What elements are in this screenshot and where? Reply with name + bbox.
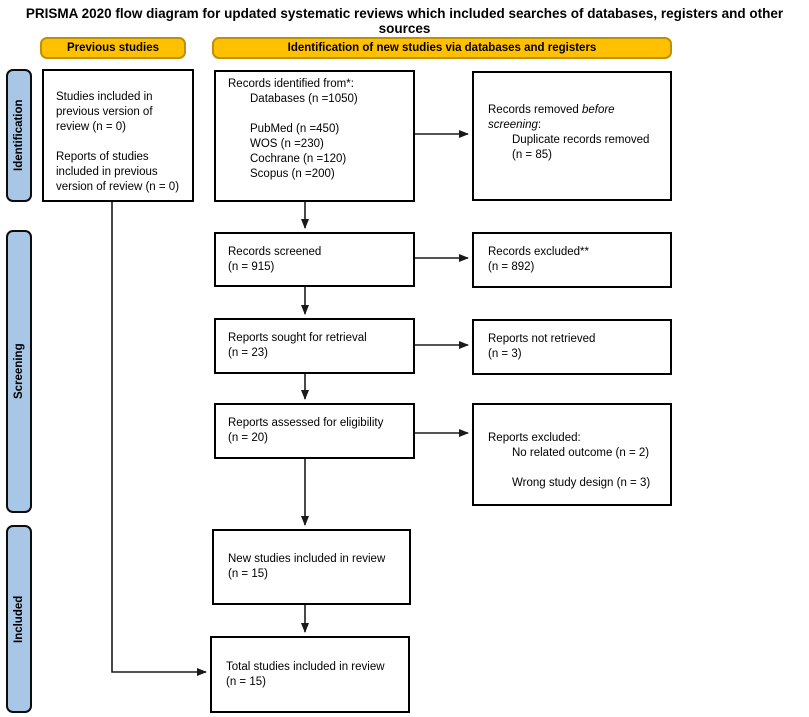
previous-reports-text: Reports of studies included in previous version of review (n = 0) bbox=[56, 150, 180, 193]
header-identification-new-studies: Identification of new studies via databases and registers bbox=[212, 37, 672, 59]
diagram-title: PRISMA 2020 flow diagram for updated systematic reviews which included searches of databases, registers and other sources bbox=[25, 6, 784, 36]
reports-not-retrieved-count: (n = 3) bbox=[488, 348, 522, 360]
box-reports-sought bbox=[214, 318, 415, 374]
box-records-removed bbox=[472, 71, 672, 201]
new-studies-label: New studies included in review bbox=[228, 553, 386, 566]
sidebar-screening: Screening bbox=[6, 230, 32, 513]
total-studies-label: Total studies included in review bbox=[226, 660, 385, 673]
box-records-excluded bbox=[472, 232, 672, 288]
reports-sought-count: (n = 23) bbox=[228, 347, 268, 359]
source-pubmed: PubMed (n =450) bbox=[250, 122, 340, 135]
box-records-identified bbox=[214, 70, 415, 202]
total-studies-count: (n = 15) bbox=[226, 675, 266, 688]
sidebar-included: Included bbox=[6, 525, 32, 713]
reports-excluded-reason-2: Wrong study design (n = 3) bbox=[512, 476, 651, 489]
reports-assessed-count: (n = 20) bbox=[228, 432, 268, 444]
records-excluded-count: (n = 892) bbox=[488, 261, 535, 273]
reports-not-retrieved-label: Reports not retrieved bbox=[488, 333, 596, 346]
new-studies-count: (n = 15) bbox=[228, 568, 268, 580]
box-reports-excluded bbox=[472, 403, 672, 506]
reports-assessed-label: Reports assessed for eligibility bbox=[228, 417, 384, 430]
records-identified-heading: Records identified from*: bbox=[228, 78, 354, 90]
duplicates-removed-text: Duplicate records removed (n = 85) bbox=[512, 133, 650, 161]
databases-total: Databases (n =1050) bbox=[250, 92, 358, 105]
reports-excluded-reason-1: No related outcome (n = 2) bbox=[512, 446, 650, 459]
records-screened-count: (n = 915) bbox=[228, 260, 275, 273]
box-records-screened bbox=[214, 232, 415, 287]
source-cochrane: Cochrane (n =120) bbox=[250, 152, 347, 165]
box-total-studies-included bbox=[210, 636, 410, 713]
records-excluded-label: Records excluded** bbox=[488, 246, 590, 259]
header-previous-studies: Previous studies bbox=[40, 37, 186, 59]
box-previous-version-studies bbox=[42, 69, 194, 202]
sidebar-identification: Identification bbox=[6, 69, 32, 202]
source-scopus: Scopus (n =200) bbox=[250, 167, 335, 180]
box-reports-not-retrieved bbox=[472, 319, 672, 375]
reports-sought-label: Reports sought for retrieval bbox=[228, 332, 367, 345]
reports-excluded-heading: Reports excluded: bbox=[488, 432, 581, 444]
records-screened-label: Records screened bbox=[228, 245, 322, 258]
records-removed-italic: before screening bbox=[488, 104, 615, 131]
previous-studies-text: Studies included in previous version of review (n = 0) bbox=[56, 91, 153, 133]
arrow-previous-to-total bbox=[112, 202, 206, 672]
box-reports-assessed bbox=[214, 403, 415, 459]
records-removed-heading: Records removed before screening: bbox=[488, 104, 615, 131]
box-new-studies-included bbox=[212, 529, 411, 605]
source-wos: WOS (n =230) bbox=[250, 137, 324, 150]
